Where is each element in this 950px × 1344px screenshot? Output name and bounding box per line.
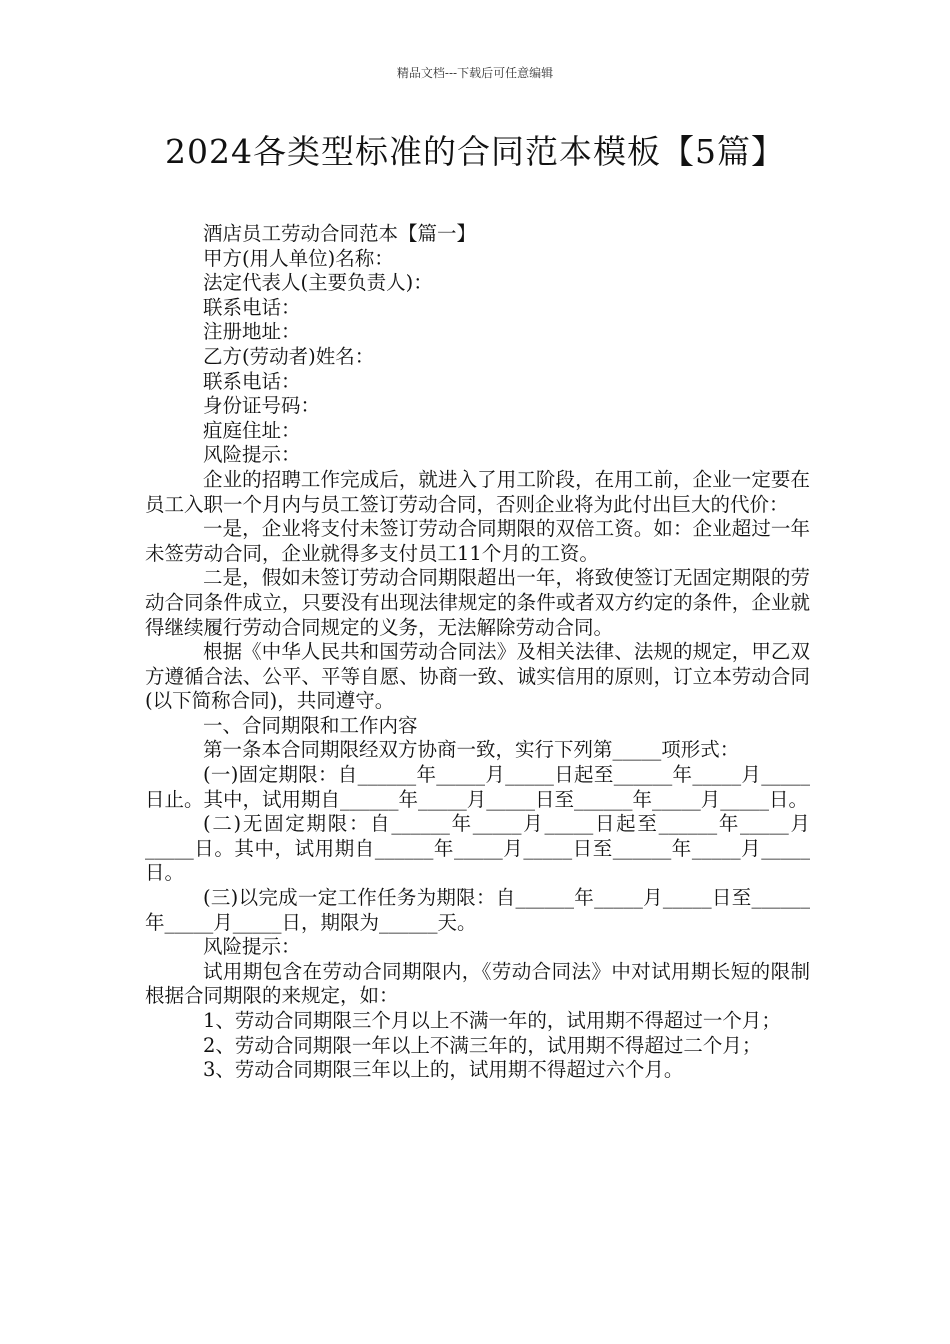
term-fixed: (一)固定期限：自______年_____月_____日起至______年_____月_____日止。其中，试用期自______年_____月_____日至______年_____月_____日。: [145, 763, 810, 811]
document-title: 2024各类型标准的合同范本模板【5篇】: [165, 132, 785, 171]
rule-item: 2、劳动合同期限一年以上不满三年的，试用期不得超过二个月；: [203, 1033, 762, 1057]
field-employee-phone: 联系电话：: [203, 369, 301, 393]
paragraph-recruitment: 企业的招聘工作完成后，就进入了用工阶段，在用工前，企业一定要在员工入职一个月内与员工签订劳动合同，否则企业将为此付出巨大的代价：: [145, 467, 810, 516]
field-legal-representative: 法定代表人(主要负责人)：: [203, 271, 433, 295]
rule-item: 3、劳动合同期限三年以上的，试用期不得超过六个月。: [203, 1058, 684, 1082]
field-registered-address: 注册地址：: [203, 320, 301, 344]
field-home-address: 疽庭住址：: [203, 418, 301, 442]
paragraph-legal-basis: 根据《中华人民共和国劳动合同法》及相关法律、法规的规定，甲乙双方遵循合法、公平、平等自愿、协商一致、诚实信用的原则，订立本劳动合同(以下简称合同)，共同遵守。: [145, 640, 810, 713]
field-employer-phone: 联系电话：: [203, 295, 301, 319]
term-open-ended: (二)无固定期限：自______年_____月_____日起至______年_____月_____日。其中，试用期自______年_____月_____日至______年_____月_____日。: [145, 812, 810, 885]
risk-text: 试用期包含在劳动合同期限内，《劳动合同法》中对试用期长短的限制根据合同期限的来规定，如：: [145, 959, 810, 1008]
field-risk-label: 风险提示：: [203, 443, 301, 467]
risk-label: 风险提示：: [203, 935, 301, 959]
clause-heading: 一、合同期限和工作内容: [203, 713, 418, 737]
clause-1: 第一条本合同期限经双方协商一致，实行下列第_____项形式：: [203, 738, 740, 762]
section-heading: 酒店员工劳动合同范本【篇一】: [203, 222, 477, 245]
paragraph-double-wage: 一是，企业将支付未签订劳动合同期限的双倍工资。如：企业超过一年未签劳动合同，企业就得多支付员工11个月的工资。: [145, 517, 810, 565]
term-task-based: (三)以完成一定工作任务为期限：自______年_____月_____日至______年_____月_____日，期限为______天。: [145, 886, 810, 934]
paragraph-open-term: 二是，假如未签订劳动合同期限超出一年，将致使签订无固定期限的劳动合同条件成立，只要没有出现法律规定的条件或者双方约定的条件，企业就得继续履行劳动合同规定的义务，无法解除劳动合同。: [145, 566, 810, 639]
field-id-number: 身份证号码：: [203, 394, 321, 418]
page-header-note: 精品文档---下载后可任意编辑: [396, 66, 554, 80]
field-employer-name: 甲方(用人单位)名称：: [203, 246, 394, 270]
rule-item: 1、劳动合同期限三个月以上不满一年的，试用期不得超过一个月；: [203, 1009, 781, 1032]
document-body: [145, 222, 810, 1083]
field-employee-name: 乙方(劳动者)姓名：: [203, 344, 375, 368]
